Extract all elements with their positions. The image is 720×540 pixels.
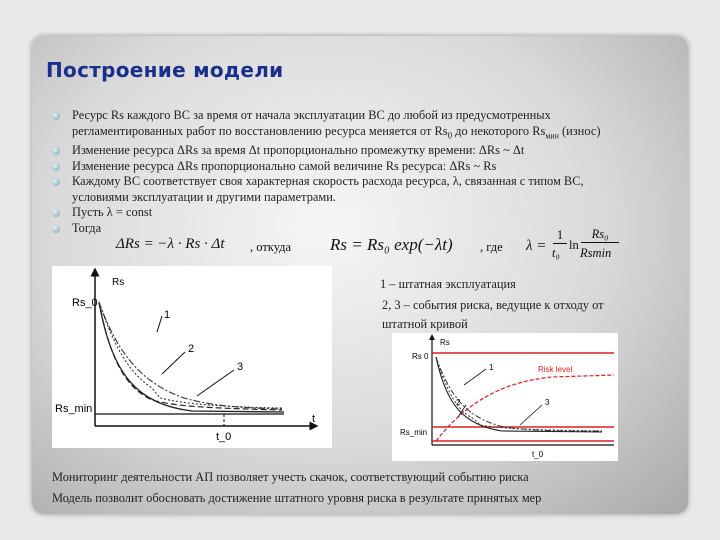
bullet-list: [52, 108, 692, 236]
curve-1-leader: [157, 316, 162, 332]
curve-label-2: 2: [188, 343, 195, 355]
footer-line-1: Мониторинг деятельности АП позволяет учесть скачок, соответствующий событию риска: [52, 470, 529, 484]
rs0-label: Rs 0: [412, 352, 429, 361]
legend-note-1: 1 – штатная эксплуатация: [380, 277, 516, 291]
bullet-text: Пусть λ = const: [72, 205, 153, 220]
bullet-dot-icon: [52, 209, 60, 217]
curve-label-3: 3: [545, 398, 550, 407]
bullet-text: до некоторого Rs: [452, 123, 546, 138]
y-axis-label: Rs: [112, 277, 125, 288]
formula-ln: ln: [569, 238, 579, 252]
legend-note-2: 2, 3 – события риска, ведущие к отходу от: [382, 298, 604, 312]
curve-label-2: 2: [456, 398, 461, 407]
curve-3-leader: [520, 405, 542, 425]
risk-level-label: Risk level: [538, 365, 573, 374]
legend-note-3: штатной кривой: [382, 317, 468, 331]
bullet-dot-icon: [52, 147, 60, 155]
curve-label-1: 1: [164, 309, 171, 321]
curve-1-dashed: [99, 302, 282, 410]
curve-2-leader: [162, 352, 185, 374]
subscript: мин: [545, 130, 559, 140]
formula-fraction-denominator: Rsmin: [580, 246, 612, 260]
curve-2-dotted: [436, 357, 602, 431]
bullet-text: Тогда: [72, 220, 102, 235]
bullet-item: [52, 159, 692, 175]
bullet-dot-icon: [52, 163, 60, 171]
bullet-text: регламентированных работ по восстановлению ресурса меняется от Rs: [72, 123, 448, 138]
bullet-dot-icon: [52, 225, 60, 233]
bullet-text: Каждому ВС соответствует своя характерная скорость расхода ресурса, λ, связанная с типом ВС,: [72, 174, 584, 189]
curve-1-leader: [464, 369, 486, 385]
bullet-item: [52, 174, 692, 205]
formula-delta-rs: ΔRs = −λ · Rs · Δt: [116, 236, 225, 252]
bullet-text: Ресурс Rs каждого ВС за время от начала эксплуатации ВС до любой из предусмотренных: [72, 108, 551, 122]
formula-connector: , откуда: [250, 240, 292, 254]
bullet-text: Изменение ресурса ΔRs за время Δt пропорционально промежутку времени: ΔRs ~ Δt: [72, 143, 525, 158]
formula-lambda-lhs: λ =: [526, 238, 547, 254]
bullet-dot-icon: [52, 112, 60, 120]
right-plot-svg: [392, 333, 618, 461]
right-plot: [392, 333, 618, 461]
bullet-text: условиями эксплуатации и другими параметрами.: [72, 189, 336, 204]
bullet-item: [52, 143, 692, 159]
curve-3-dashdot: [436, 357, 602, 431]
rs0-label: Rs_0: [72, 297, 98, 309]
bullet-item: [52, 205, 692, 221]
formula-connector: , где: [480, 240, 503, 254]
bullet-text: (износ): [558, 123, 601, 138]
left-plot-svg: [52, 266, 332, 448]
formula-rs-exp: Rs = Rs₀ exp(−λt): [330, 235, 453, 254]
formula-fraction-denominator: t₀: [552, 246, 560, 260]
bullet-dot-icon: [52, 178, 60, 186]
left-plot: [52, 266, 332, 448]
curve-3-dashdot: [99, 302, 282, 409]
x-axis-label: t: [312, 413, 316, 425]
y-axis-label: Rs: [440, 338, 450, 347]
t0-label: t_0: [532, 450, 544, 459]
subscript: 0: [447, 129, 453, 140]
footer-line-2: Модель позволит обосновать достижение штатного уровня риска в результате принятых мер: [52, 491, 542, 505]
formula-fraction-numerator: Rs₀: [581, 226, 619, 243]
curve-3-leader: [197, 370, 234, 396]
curve-label-1: 1: [489, 363, 494, 372]
formula-fraction-numerator: 1: [553, 228, 567, 244]
curve-1-solid: [436, 357, 602, 432]
bullet-text: Изменение ресурса ΔRs пропорционально самой величине Rs ресурса: ΔRs ~ Rs: [72, 158, 497, 173]
rsmin-label: Rs_min: [55, 403, 93, 415]
rsmin-label: Rs_min: [400, 428, 428, 437]
slide-title: Построение модели: [46, 58, 284, 82]
curve-2-dotted: [99, 302, 282, 408]
bullet-item: [52, 108, 692, 143]
t0-label: t_0: [216, 431, 232, 443]
curve-label-3: 3: [237, 361, 244, 373]
